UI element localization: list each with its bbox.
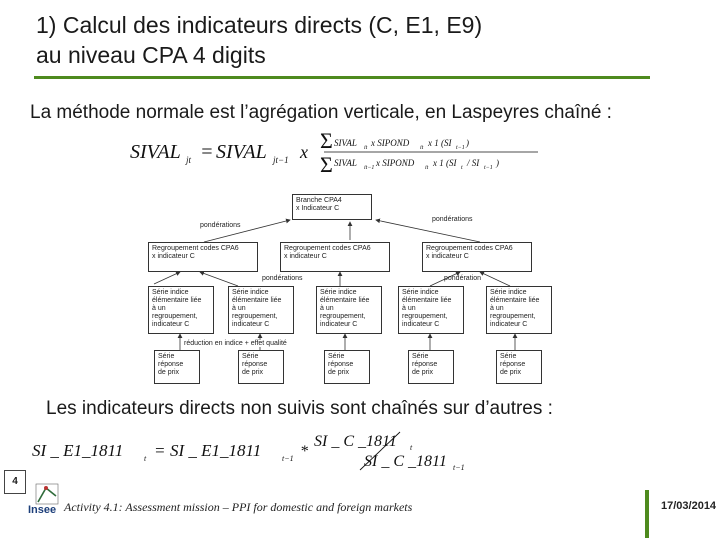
f2-den-sub: t−1 (453, 463, 465, 472)
f2-num: SI _ C _1811 (314, 433, 397, 450)
f2-lhs-sub: t (144, 454, 147, 463)
diagram-label-pond-right: pondérations (432, 216, 473, 223)
f1-num-mid: x SIPOND (371, 138, 410, 148)
f1-den-sub4: t−1 (484, 165, 493, 171)
insee-logo (28, 482, 64, 523)
insee-logo-text: Insee (28, 504, 57, 516)
f2-eq: = (154, 441, 166, 460)
diagram-series-box-5: Série indice élémentaire liée à un regroupement, indicateur C (486, 286, 552, 334)
f1-num-tail: x 1 (SI (428, 138, 452, 148)
title-line-1: 1) Calcul des indicateurs directs (C, E1, E9) (36, 12, 483, 38)
laspeyres-formula (128, 128, 548, 176)
diagram-series-box-4: Série indice élémentaire liée à un regroupement, indicateur C (398, 286, 464, 334)
diagram-label-reduction: réduction en indice + effet qualité (184, 340, 287, 347)
f2-rhs: SI _ E1_1811 (170, 441, 262, 460)
method-text: La méthode normale est l’agrégation verticale, en Laspeyres chaîné : (30, 102, 612, 123)
diagram-mid-box-1: Regroupement codes CPA6 x indicateur C (148, 242, 258, 272)
f1-rhs-sub: jt−1 (273, 155, 289, 165)
diagram-mid-box-2: Regroupement codes CPA6 x indicateur C (280, 242, 390, 272)
f1-den-sub2: it (425, 165, 429, 171)
diagram-series-box-3: Série indice élémentaire liée à un regroupement, indicateur C (316, 286, 382, 334)
f1-lhs: SIVAL (130, 141, 181, 163)
aggregation-diagram (140, 190, 560, 390)
f2-den: SI _ C _1811 (364, 453, 447, 470)
slide-title (36, 10, 676, 70)
footer-accent-bar (645, 490, 649, 538)
diagram-price-box-3: Série réponse de prix (324, 350, 370, 384)
diagram-series-box-2: Série indice élémentaire liée à un regroupement, indicateur C (228, 286, 294, 334)
diagram-price-box-2: Série réponse de prix (238, 350, 284, 384)
diagram-series-box-1: Série indice élémentaire liée à un regroupement, indicateur C (148, 286, 214, 334)
footer-date: 17/03/2014 (661, 500, 717, 512)
f1-num-sub2: it (420, 145, 424, 151)
f1-den-end2: ) (496, 158, 499, 168)
f1-den-sigma: Σ (320, 152, 333, 176)
title-underline (34, 76, 650, 79)
f1-num-sigma: Σ (320, 128, 333, 153)
title-line-2: au niveau CPA 4 digits (36, 42, 266, 68)
f2-num-sub: t (410, 443, 413, 452)
diagram-label-pond-mid-left: pondérations (262, 275, 303, 282)
chain-text: Les indicateurs directs non suivis sont chaînés sur d’autres : (46, 398, 553, 419)
f1-den-end: / SI (467, 158, 480, 168)
f1-den-mid: x SIPOND (376, 158, 415, 168)
footer-text: Activity 4.1: Assessment mission – PPI for domestic and foreign markets (64, 500, 413, 514)
f1-num-end: ) (466, 138, 469, 148)
f1-times: x (300, 142, 308, 162)
f1-den: SIVAL (334, 158, 357, 168)
f1-num: SIVAL (334, 138, 357, 148)
f1-den-tail: x 1 (SI (433, 158, 457, 168)
f2-lhs: SI _ E1_1811 (32, 441, 124, 460)
f1-lhs-sub: jt (186, 155, 192, 165)
diagram-price-box-5: Série réponse de prix (496, 350, 542, 384)
diagram-top-box: Branche CPA4 x Indicateur C (292, 194, 372, 220)
f1-den-sub3: t (461, 165, 463, 171)
f1-den-sub: it−1 (364, 165, 375, 171)
diagram-price-box-1: Série réponse de prix (154, 350, 200, 384)
f1-num-sub3: t−1 (456, 145, 465, 151)
diagram-label-pond-mid-right: pondération (444, 275, 481, 282)
chain-formula (30, 428, 480, 474)
f1-num-sub: it (364, 145, 368, 151)
f2-rhs-sub: t−1 (282, 454, 294, 463)
diagram-mid-box-3: Regroupement codes CPA6 x indicateur C (422, 242, 532, 272)
f1-rhs: SIVAL (216, 141, 267, 163)
f1-eq: = (200, 141, 214, 163)
page-number: 4 (4, 470, 26, 494)
diagram-price-box-4: Série réponse de prix (408, 350, 454, 384)
diagram-label-pond-left: pondérations (200, 222, 241, 229)
f2-times: * (300, 443, 308, 460)
